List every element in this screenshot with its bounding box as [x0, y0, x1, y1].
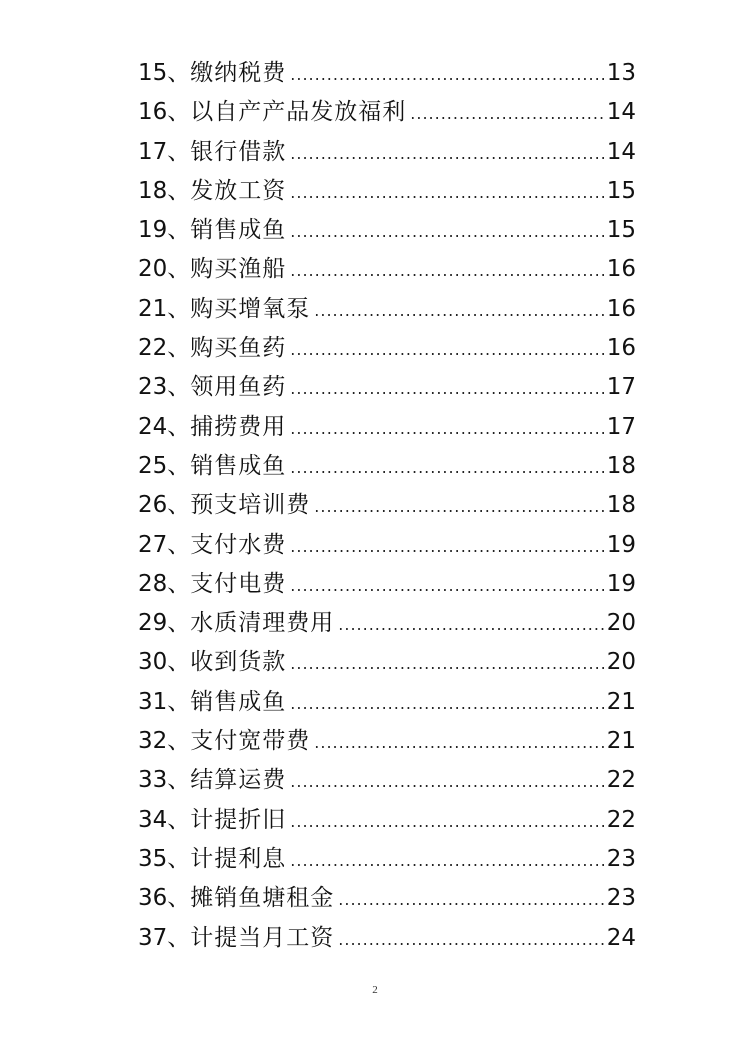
toc-entry-number: 32、 [138, 728, 191, 755]
toc-entry[interactable] [138, 172, 636, 211]
toc-dot-leader [290, 173, 604, 212]
toc-entry[interactable] [138, 290, 636, 329]
toc-entry-title: 销售成鱼 [190, 452, 287, 479]
toc-entry-number: 36、 [138, 885, 191, 912]
toc-dot-leader [314, 291, 604, 330]
toc-list [138, 54, 636, 958]
toc-entry-number: 16、 [138, 99, 191, 126]
page-number: 2 [372, 984, 378, 996]
toc-entry-title: 发放工资 [190, 177, 287, 204]
toc-entry[interactable] [138, 368, 636, 407]
toc-entry-page: 17 [606, 413, 636, 440]
toc-entry-title: 水质清理费用 [190, 610, 335, 637]
toc-entry-title: 缴纳税费 [190, 60, 287, 86]
toc-entry-title: 领用鱼药 [190, 374, 287, 401]
toc-dot-leader [290, 369, 604, 408]
toc-entry-number: 21、 [138, 295, 191, 322]
toc-entry-number: 20、 [138, 256, 191, 283]
table-of-contents [138, 54, 636, 958]
toc-entry-number: 15、 [138, 60, 191, 86]
toc-entry[interactable] [138, 565, 636, 604]
toc-entry-number: 19、 [138, 217, 191, 244]
toc-entry-page: 20 [606, 649, 636, 676]
toc-entry-number: 35、 [138, 845, 191, 872]
toc-entry-page: 15 [606, 177, 636, 204]
toc-entry-number: 25、 [138, 452, 191, 479]
toc-entry-page: 23 [606, 885, 636, 912]
toc-entry-title: 银行借款 [190, 138, 287, 165]
toc-entry-number: 34、 [138, 806, 191, 833]
toc-entry-page: 21 [606, 728, 636, 755]
toc-dot-leader [290, 134, 604, 173]
toc-entry[interactable] [138, 801, 636, 840]
toc-entry-number: 26、 [138, 492, 191, 519]
toc-entry-number: 37、 [138, 924, 191, 951]
toc-dot-leader [290, 684, 604, 723]
toc-dot-leader [290, 212, 604, 251]
toc-entry-number: 27、 [138, 531, 191, 558]
toc-entry-page: 22 [606, 767, 636, 794]
toc-entry-number: 17、 [138, 138, 191, 165]
toc-entry[interactable] [138, 329, 636, 368]
toc-dot-leader [290, 802, 604, 841]
toc-dot-leader [290, 251, 604, 290]
toc-dot-leader [314, 723, 604, 762]
toc-entry[interactable] [138, 919, 636, 958]
toc-entry[interactable] [138, 643, 636, 682]
toc-dot-leader [290, 448, 604, 487]
toc-entry-number: 22、 [138, 335, 191, 362]
toc-entry-title: 计提折旧 [190, 806, 287, 833]
toc-entry-title: 购买增氧泵 [190, 295, 311, 322]
toc-entry-number: 29、 [138, 610, 191, 637]
toc-entry-page: 18 [606, 452, 636, 479]
toc-dot-leader [290, 566, 604, 605]
toc-dot-leader [314, 487, 604, 526]
toc-entry-page: 21 [606, 688, 636, 715]
toc-entry-number: 23、 [138, 374, 191, 401]
toc-entry-page: 14 [606, 99, 636, 126]
toc-dot-leader [338, 880, 604, 919]
toc-dot-leader [338, 605, 604, 644]
toc-entry-number: 33、 [138, 767, 191, 794]
toc-entry-title: 计提利息 [190, 845, 287, 872]
toc-entry[interactable] [138, 250, 636, 289]
toc-entry-page: 13 [606, 60, 636, 86]
toc-entry-page: 19 [606, 531, 636, 558]
toc-dot-leader [290, 330, 604, 369]
toc-entry[interactable] [138, 840, 636, 879]
toc-dot-leader [290, 409, 604, 448]
toc-entry[interactable] [138, 447, 636, 486]
toc-entry-title: 支付宽带费 [190, 728, 311, 755]
toc-entry-page: 24 [606, 924, 636, 951]
toc-entry[interactable] [138, 722, 636, 761]
toc-entry[interactable] [138, 683, 636, 722]
toc-entry-page: 16 [606, 335, 636, 362]
toc-entry-number: 31、 [138, 688, 191, 715]
toc-entry-title: 计提当月工资 [190, 924, 335, 951]
toc-entry-page: 16 [606, 295, 636, 322]
toc-dot-leader [290, 527, 604, 566]
toc-entry-number: 30、 [138, 649, 191, 676]
toc-entry-title: 支付水费 [190, 531, 287, 558]
toc-entry-title: 销售成鱼 [190, 688, 287, 715]
toc-entry[interactable] [138, 879, 636, 918]
toc-dot-leader [410, 94, 604, 133]
toc-entry[interactable] [138, 133, 636, 172]
toc-dot-leader [290, 644, 604, 683]
toc-entry-page: 15 [606, 217, 636, 244]
toc-entry[interactable] [138, 486, 636, 525]
toc-entry[interactable] [138, 408, 636, 447]
toc-entry-title: 捕捞费用 [190, 413, 287, 440]
toc-entry[interactable] [138, 604, 636, 643]
toc-entry-page: 14 [606, 138, 636, 165]
toc-entry[interactable] [138, 526, 636, 565]
toc-entry-title: 销售成鱼 [190, 217, 287, 244]
toc-entry-number: 28、 [138, 570, 191, 597]
toc-dot-leader [338, 920, 604, 959]
toc-entry-page: 20 [606, 610, 636, 637]
toc-entry-title: 结算运费 [190, 767, 287, 794]
toc-entry[interactable] [138, 93, 636, 132]
toc-entry-page: 18 [606, 492, 636, 519]
toc-entry-page: 16 [606, 256, 636, 283]
toc-entry-page: 22 [606, 806, 636, 833]
toc-dot-leader [290, 841, 604, 880]
toc-entry-title: 购买鱼药 [190, 335, 287, 362]
toc-entry[interactable] [138, 761, 636, 800]
toc-entry-page: 19 [606, 570, 636, 597]
toc-entry-title: 支付电费 [190, 570, 287, 597]
toc-dot-leader [290, 55, 604, 94]
toc-entry[interactable] [138, 54, 636, 93]
toc-entry-number: 18、 [138, 177, 191, 204]
toc-entry-page: 23 [606, 845, 636, 872]
toc-entry-number: 24、 [138, 413, 191, 440]
toc-entry-page: 17 [606, 374, 636, 401]
toc-entry-title: 购买渔船 [190, 256, 287, 283]
toc-dot-leader [290, 762, 604, 801]
toc-entry[interactable] [138, 211, 636, 250]
toc-entry-title: 预支培训费 [190, 492, 311, 519]
toc-entry-title: 收到货款 [190, 649, 287, 676]
toc-entry-title: 摊销鱼塘租金 [190, 885, 335, 912]
toc-entry-title: 以自产产品发放福利 [190, 99, 407, 126]
